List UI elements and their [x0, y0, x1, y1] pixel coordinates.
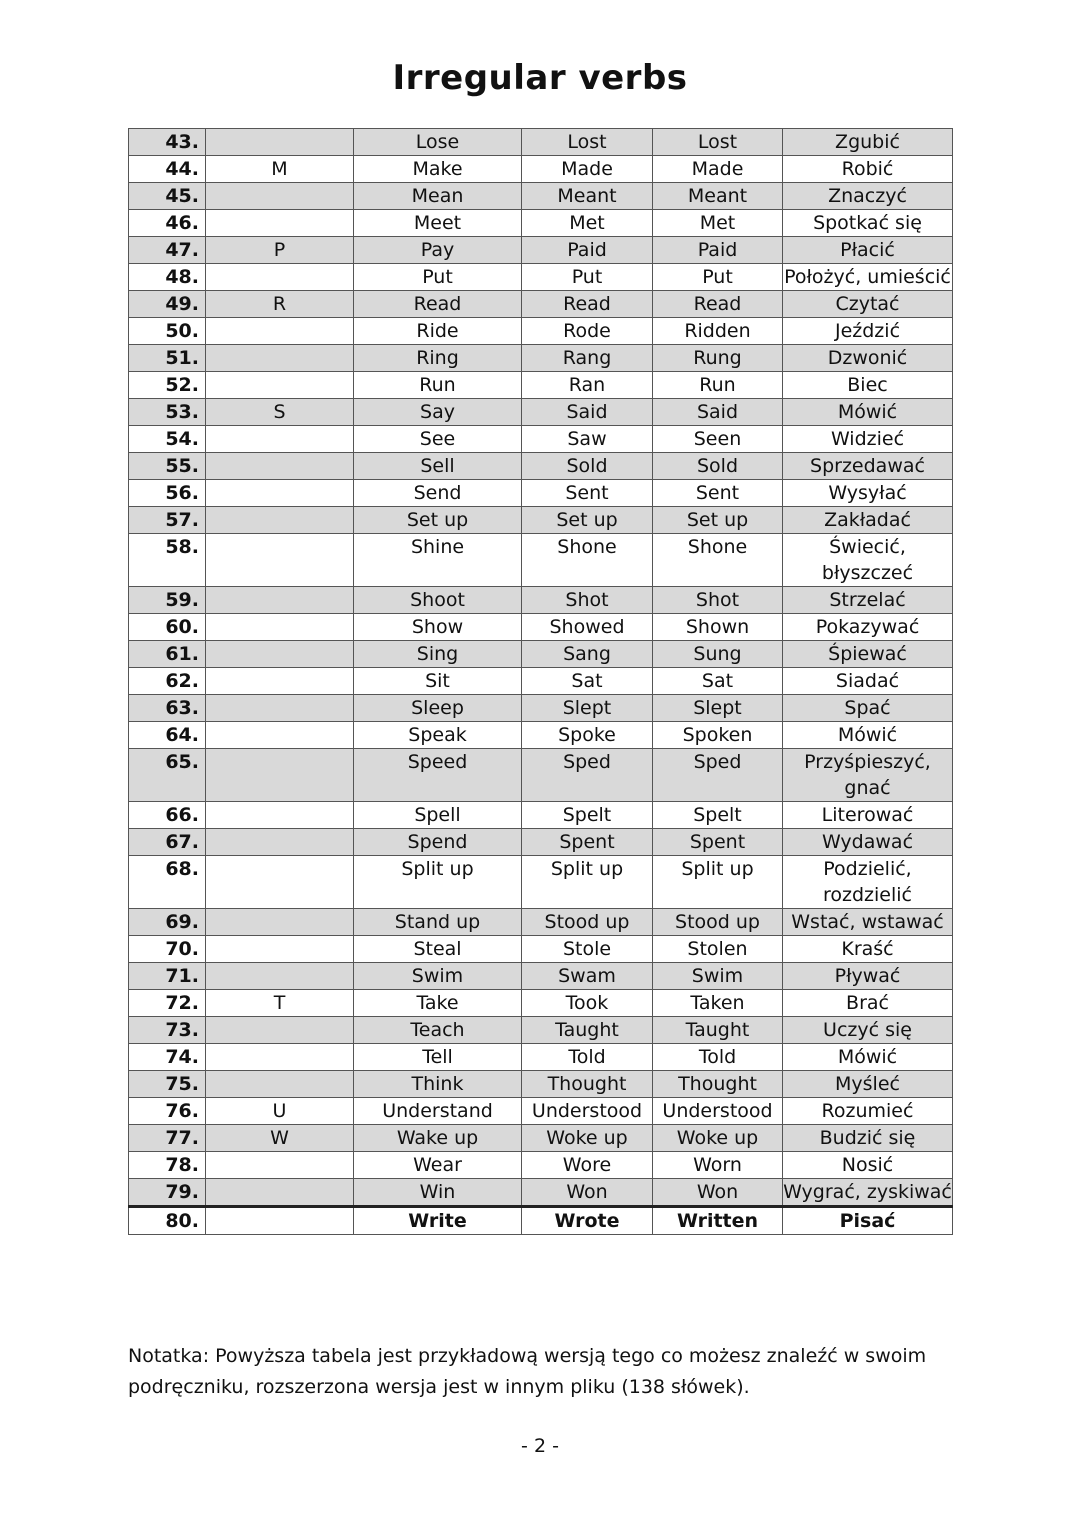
- table-row: [129, 129, 953, 156]
- table-row: [129, 534, 953, 587]
- past-participle: Sung: [653, 641, 783, 668]
- past-simple: Paid: [522, 237, 653, 264]
- letter-index: M: [206, 156, 354, 183]
- polish-translation: Strzelać: [783, 587, 953, 614]
- past-simple: Set up: [522, 507, 653, 534]
- base-form: Sit: [354, 668, 522, 695]
- past-simple: Met: [522, 210, 653, 237]
- verb-number: 61.: [129, 641, 206, 668]
- past-simple: Wore: [522, 1152, 653, 1179]
- polish-translation: Brać: [783, 990, 953, 1017]
- base-form: Sell: [354, 453, 522, 480]
- table-row: [129, 318, 953, 345]
- past-simple: Sent: [522, 480, 653, 507]
- table-row: [129, 802, 953, 829]
- base-form: Send: [354, 480, 522, 507]
- polish-translation: Podzielić, rozdzielić: [783, 856, 953, 909]
- verb-number: 49.: [129, 291, 206, 318]
- verb-number: 52.: [129, 372, 206, 399]
- polish-translation: Siadać: [783, 668, 953, 695]
- past-simple: Understood: [522, 1098, 653, 1125]
- past-participle: Worn: [653, 1152, 783, 1179]
- past-participle: Read: [653, 291, 783, 318]
- past-simple: Sold: [522, 453, 653, 480]
- letter-index: [206, 480, 354, 507]
- polish-translation: Biec: [783, 372, 953, 399]
- past-participle: Put: [653, 264, 783, 291]
- table-row: [129, 990, 953, 1017]
- past-participle: Paid: [653, 237, 783, 264]
- letter-index: [206, 1017, 354, 1044]
- polish-translation: Myśleć: [783, 1071, 953, 1098]
- table-row: [129, 587, 953, 614]
- polish-translation: Czytać: [783, 291, 953, 318]
- past-participle: Split up: [653, 856, 783, 909]
- past-simple: Rode: [522, 318, 653, 345]
- polish-translation: Płacić: [783, 237, 953, 264]
- polish-translation: Znaczyć: [783, 183, 953, 210]
- verb-number: 57.: [129, 507, 206, 534]
- verb-number: 46.: [129, 210, 206, 237]
- letter-index: [206, 1044, 354, 1071]
- past-simple: Spelt: [522, 802, 653, 829]
- past-simple: Read: [522, 291, 653, 318]
- polish-translation: Widzieć: [783, 426, 953, 453]
- verb-number: 59.: [129, 587, 206, 614]
- table-row: [129, 1098, 953, 1125]
- past-simple: Lost: [522, 129, 653, 156]
- verb-number: 64.: [129, 722, 206, 749]
- verb-number: 70.: [129, 936, 206, 963]
- polish-translation: Pokazywać: [783, 614, 953, 641]
- verb-number: 47.: [129, 237, 206, 264]
- table-row: [129, 264, 953, 291]
- verb-number: 68.: [129, 856, 206, 909]
- verb-number: 76.: [129, 1098, 206, 1125]
- past-participle: Won: [653, 1179, 783, 1207]
- letter-index: [206, 641, 354, 668]
- past-participle: Spent: [653, 829, 783, 856]
- verb-number: 72.: [129, 990, 206, 1017]
- polish-translation: Uczyć się: [783, 1017, 953, 1044]
- letter-index: [206, 614, 354, 641]
- past-participle: Understood: [653, 1098, 783, 1125]
- verb-number: 67.: [129, 829, 206, 856]
- verb-number: 66.: [129, 802, 206, 829]
- polish-translation: Pływać: [783, 963, 953, 990]
- letter-index: [206, 963, 354, 990]
- letter-index: [206, 856, 354, 909]
- polish-translation: Pisać: [783, 1207, 953, 1235]
- verb-number: 65.: [129, 749, 206, 802]
- past-participle: Sped: [653, 749, 783, 802]
- letter-index: U: [206, 1098, 354, 1125]
- base-form: Read: [354, 291, 522, 318]
- base-form: Mean: [354, 183, 522, 210]
- table-row: [129, 856, 953, 909]
- polish-translation: Kraść: [783, 936, 953, 963]
- letter-index: [206, 1071, 354, 1098]
- past-participle: Meant: [653, 183, 783, 210]
- base-form: Say: [354, 399, 522, 426]
- past-participle: Written: [653, 1207, 783, 1235]
- letter-index: [206, 668, 354, 695]
- past-participle: Stolen: [653, 936, 783, 963]
- letter-index: [206, 372, 354, 399]
- verb-number: 44.: [129, 156, 206, 183]
- past-simple: Taught: [522, 1017, 653, 1044]
- base-form: Tell: [354, 1044, 522, 1071]
- letter-index: [206, 722, 354, 749]
- polish-translation: Położyć, umieścić: [783, 264, 953, 291]
- table-row: [129, 1125, 953, 1152]
- letter-index: [206, 909, 354, 936]
- letter-index: [206, 802, 354, 829]
- polish-translation: Świecić, błyszczeć: [783, 534, 953, 587]
- past-participle: Sat: [653, 668, 783, 695]
- verb-number: 69.: [129, 909, 206, 936]
- past-participle: Woke up: [653, 1125, 783, 1152]
- past-participle: Stood up: [653, 909, 783, 936]
- past-simple: Spoke: [522, 722, 653, 749]
- irregular-verbs-table: [128, 128, 953, 1235]
- base-form: Stand up: [354, 909, 522, 936]
- letter-index: [206, 587, 354, 614]
- letter-index: [206, 183, 354, 210]
- table-row: [129, 372, 953, 399]
- base-form: Wear: [354, 1152, 522, 1179]
- letter-index: [206, 749, 354, 802]
- letter-index: T: [206, 990, 354, 1017]
- letter-index: [206, 210, 354, 237]
- polish-translation: Mówić: [783, 722, 953, 749]
- polish-translation: Rozumieć: [783, 1098, 953, 1125]
- letter-index: [206, 1152, 354, 1179]
- letter-index: [206, 1207, 354, 1235]
- letter-index: [206, 534, 354, 587]
- base-form: Show: [354, 614, 522, 641]
- table-row: [129, 695, 953, 722]
- polish-translation: Wydawać: [783, 829, 953, 856]
- past-simple: Stole: [522, 936, 653, 963]
- table-row: [129, 507, 953, 534]
- table-row: [129, 210, 953, 237]
- letter-index: [206, 695, 354, 722]
- table-row: [129, 1044, 953, 1071]
- table-row: [129, 426, 953, 453]
- table-row: [129, 722, 953, 749]
- polish-translation: Robić: [783, 156, 953, 183]
- letter-index: [206, 426, 354, 453]
- polish-translation: Wysyłać: [783, 480, 953, 507]
- base-form: Ride: [354, 318, 522, 345]
- letter-index: S: [206, 399, 354, 426]
- base-form: Sing: [354, 641, 522, 668]
- verb-number: 45.: [129, 183, 206, 210]
- table-row: [129, 1071, 953, 1098]
- letter-index: [206, 129, 354, 156]
- base-form: Write: [354, 1207, 522, 1235]
- past-participle: Said: [653, 399, 783, 426]
- verb-number: 80.: [129, 1207, 206, 1235]
- past-simple: Put: [522, 264, 653, 291]
- letter-index: [206, 936, 354, 963]
- polish-translation: Nosić: [783, 1152, 953, 1179]
- table-row: [129, 641, 953, 668]
- polish-translation: Mówić: [783, 399, 953, 426]
- past-simple: Won: [522, 1179, 653, 1207]
- table-row: [129, 936, 953, 963]
- verb-number: 50.: [129, 318, 206, 345]
- verb-number: 62.: [129, 668, 206, 695]
- polish-translation: Dzwonić: [783, 345, 953, 372]
- base-form: Run: [354, 372, 522, 399]
- polish-translation: Jeździć: [783, 318, 953, 345]
- verb-number: 43.: [129, 129, 206, 156]
- verb-number: 51.: [129, 345, 206, 372]
- table-row: [129, 480, 953, 507]
- verb-number: 63.: [129, 695, 206, 722]
- past-participle: Taken: [653, 990, 783, 1017]
- letter-index: [206, 345, 354, 372]
- polish-translation: Mówić: [783, 1044, 953, 1071]
- base-form: Shine: [354, 534, 522, 587]
- past-simple: Showed: [522, 614, 653, 641]
- base-form: Sleep: [354, 695, 522, 722]
- polish-translation: Sprzedawać: [783, 453, 953, 480]
- past-participle: Made: [653, 156, 783, 183]
- past-simple: Sat: [522, 668, 653, 695]
- past-simple: Sped: [522, 749, 653, 802]
- verb-number: 55.: [129, 453, 206, 480]
- base-form: Steal: [354, 936, 522, 963]
- past-simple: Thought: [522, 1071, 653, 1098]
- footnote: Notatka: Powyższa tabela jest przykładową wersją tego co możesz znaleźć w swoim podręczniku, rozszerzona wersja jest w innym pliku (138 słówek).: [128, 1345, 927, 1398]
- base-form: Meet: [354, 210, 522, 237]
- letter-index: [206, 1179, 354, 1207]
- past-simple: Shot: [522, 587, 653, 614]
- table-row: [129, 399, 953, 426]
- polish-translation: Wygrać, zyskiwać: [783, 1179, 953, 1207]
- letter-index: [206, 264, 354, 291]
- verb-number: 56.: [129, 480, 206, 507]
- past-simple: Saw: [522, 426, 653, 453]
- base-form: Shoot: [354, 587, 522, 614]
- past-simple: Said: [522, 399, 653, 426]
- verb-number: 74.: [129, 1044, 206, 1071]
- past-participle: Taught: [653, 1017, 783, 1044]
- page-number: - 2 -: [521, 1435, 559, 1457]
- base-form: Set up: [354, 507, 522, 534]
- past-simple: Made: [522, 156, 653, 183]
- past-simple: Spent: [522, 829, 653, 856]
- polish-translation: Literować: [783, 802, 953, 829]
- table-row: [129, 749, 953, 802]
- past-simple: Stood up: [522, 909, 653, 936]
- verb-number: 71.: [129, 963, 206, 990]
- base-form: Speak: [354, 722, 522, 749]
- past-simple: Sang: [522, 641, 653, 668]
- letter-index: R: [206, 291, 354, 318]
- verb-number: 79.: [129, 1179, 206, 1207]
- table-row: [129, 829, 953, 856]
- base-form: Put: [354, 264, 522, 291]
- past-participle: Spelt: [653, 802, 783, 829]
- base-form: Take: [354, 990, 522, 1017]
- verb-number: 77.: [129, 1125, 206, 1152]
- table-row: [129, 909, 953, 936]
- base-form: Spell: [354, 802, 522, 829]
- table-row: [129, 237, 953, 264]
- polish-translation: Zgubić: [783, 129, 953, 156]
- letter-index: W: [206, 1125, 354, 1152]
- table-row: [129, 614, 953, 641]
- past-participle: Shone: [653, 534, 783, 587]
- past-simple: Ran: [522, 372, 653, 399]
- verb-number: 75.: [129, 1071, 206, 1098]
- base-form: Speed: [354, 749, 522, 802]
- past-participle: Ridden: [653, 318, 783, 345]
- verb-number: 53.: [129, 399, 206, 426]
- past-participle: Thought: [653, 1071, 783, 1098]
- past-simple: Slept: [522, 695, 653, 722]
- past-participle: Seen: [653, 426, 783, 453]
- verb-number: 78.: [129, 1152, 206, 1179]
- table-row: [129, 963, 953, 990]
- polish-translation: Wstać, wstawać: [783, 909, 953, 936]
- page-title: Irregular verbs: [392, 58, 688, 98]
- verb-number: 60.: [129, 614, 206, 641]
- past-participle: Run: [653, 372, 783, 399]
- base-form: Understand: [354, 1098, 522, 1125]
- past-participle: Told: [653, 1044, 783, 1071]
- polish-translation: Spotkać się: [783, 210, 953, 237]
- base-form: Lose: [354, 129, 522, 156]
- past-simple: Split up: [522, 856, 653, 909]
- past-participle: Shown: [653, 614, 783, 641]
- verb-number: 73.: [129, 1017, 206, 1044]
- past-participle: Sold: [653, 453, 783, 480]
- base-form: Pay: [354, 237, 522, 264]
- base-form: Wake up: [354, 1125, 522, 1152]
- past-simple: Wrote: [522, 1207, 653, 1235]
- past-simple: Told: [522, 1044, 653, 1071]
- table-row: [129, 1152, 953, 1179]
- past-simple: Shone: [522, 534, 653, 587]
- polish-translation: Zakładać: [783, 507, 953, 534]
- letter-index: P: [206, 237, 354, 264]
- base-form: See: [354, 426, 522, 453]
- base-form: Ring: [354, 345, 522, 372]
- table-row: [129, 1207, 953, 1235]
- verb-number: 58.: [129, 534, 206, 587]
- past-participle: Met: [653, 210, 783, 237]
- past-participle: Lost: [653, 129, 783, 156]
- polish-translation: Spać: [783, 695, 953, 722]
- past-simple: Woke up: [522, 1125, 653, 1152]
- letter-index: [206, 453, 354, 480]
- past-participle: Sent: [653, 480, 783, 507]
- past-simple: Rang: [522, 345, 653, 372]
- base-form: Win: [354, 1179, 522, 1207]
- table-row: [129, 1017, 953, 1044]
- base-form: Swim: [354, 963, 522, 990]
- past-participle: Spoken: [653, 722, 783, 749]
- table-row: [129, 1179, 953, 1207]
- past-simple: Meant: [522, 183, 653, 210]
- polish-translation: Śpiewać: [783, 641, 953, 668]
- table-row: [129, 156, 953, 183]
- past-participle: Set up: [653, 507, 783, 534]
- table-row: [129, 668, 953, 695]
- letter-index: [206, 318, 354, 345]
- past-participle: Shot: [653, 587, 783, 614]
- verb-number: 54.: [129, 426, 206, 453]
- base-form: Think: [354, 1071, 522, 1098]
- base-form: Split up: [354, 856, 522, 909]
- past-simple: Took: [522, 990, 653, 1017]
- past-participle: Swim: [653, 963, 783, 990]
- letter-index: [206, 507, 354, 534]
- past-participle: Slept: [653, 695, 783, 722]
- table-row: [129, 453, 953, 480]
- past-simple: Swam: [522, 963, 653, 990]
- letter-index: [206, 829, 354, 856]
- polish-translation: Budzić się: [783, 1125, 953, 1152]
- polish-translation: Przyśpieszyć, gnać: [783, 749, 953, 802]
- table-row: [129, 291, 953, 318]
- base-form: Spend: [354, 829, 522, 856]
- table-row: [129, 345, 953, 372]
- past-participle: Rung: [653, 345, 783, 372]
- table-row: [129, 183, 953, 210]
- base-form: Make: [354, 156, 522, 183]
- base-form: Teach: [354, 1017, 522, 1044]
- verb-number: 48.: [129, 264, 206, 291]
